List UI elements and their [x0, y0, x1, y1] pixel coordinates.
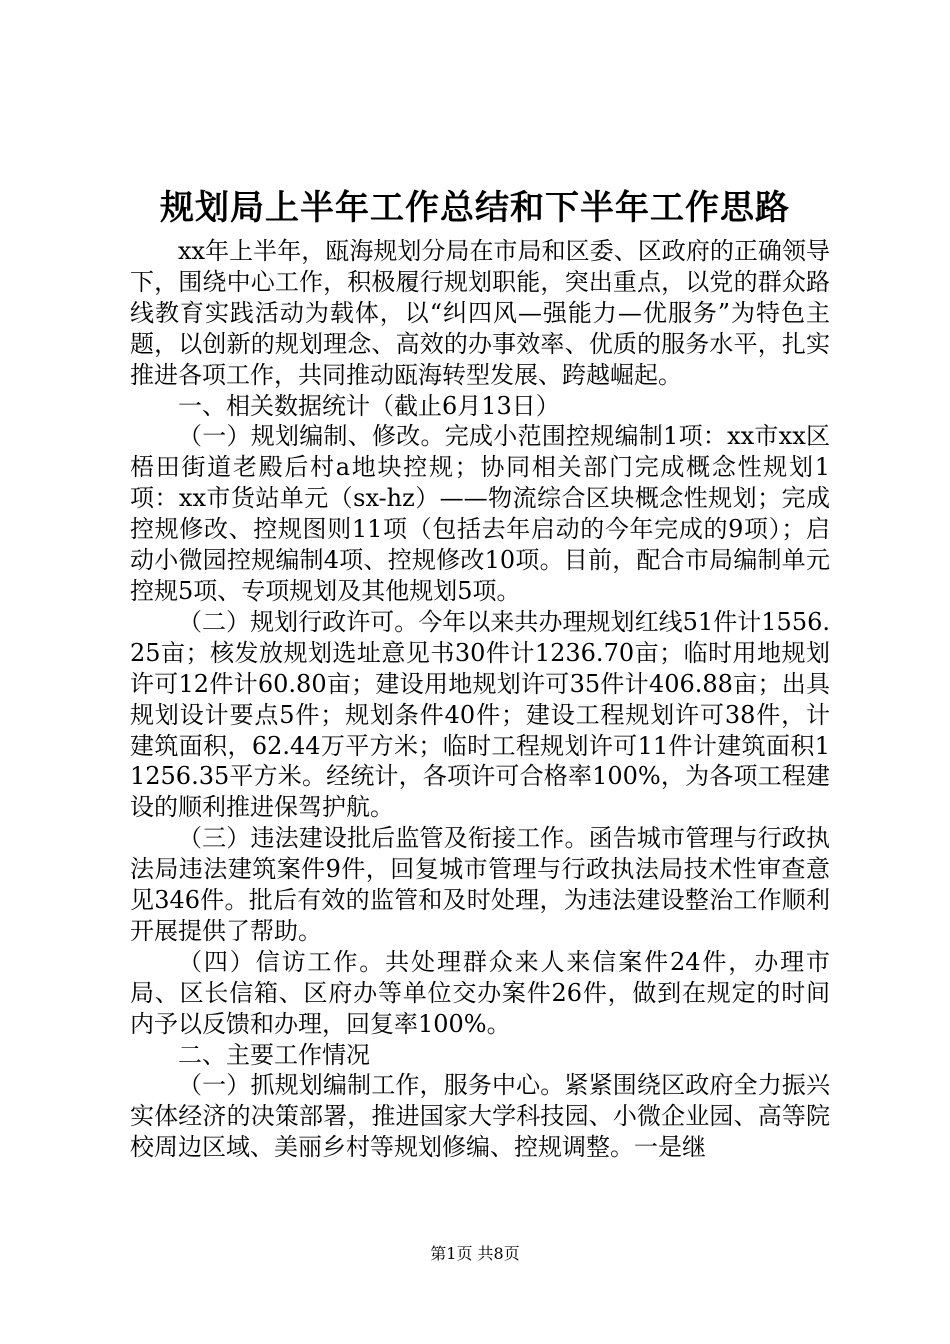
paragraph-petitions: （四）信访工作。共处理群众来人来信案件24件，办理市局、区长信箱、区府办等单位交办案件26件，做到在规定的时间内予以反馈和办理，回复率100%。	[130, 947, 830, 1038]
section-heading-statistics: 一、相关数据统计（截止6月13日）	[178, 391, 560, 420]
section-heading-main-work: 二、主要工作情况	[178, 1040, 370, 1069]
paragraph-planning-compilation: （一）规划编制、修改。完成小范围控规编制1项：xx市xx区梧田街道老殿后村a地块控规；协同相关部门完成概念性规划1项：xx市货站单元（sx-hz）——物流综合区块概念性规划；完成控规修改、控规图则11项（包括去年启动的今年完成的9项）；启动小微园控规编制4项、控规修改10项。目前，配合市局编制单元控规5项、专项规划及其他规划5项。	[130, 422, 830, 605]
document-title: 规划局上半年工作总结和下半年工作思路	[160, 188, 790, 228]
page-number-footer: 第1页 共8页	[430, 1244, 520, 1263]
paragraph-administrative-permits: （二）规划行政许可。今年以来共办理规划红线51件计1556.25亩；核发放规划选址意见书30件计1236.70亩；临时用地规划许可12件计60.80亩；建设用地规划许可35件计406.88亩；出具规划设计要点5件；规划条件40件；建设工程规划许可38件，计建筑面积，62.44万平方米；临时工程规划许可11件计建筑面积11256.35平方米。经统计，各项许可合格率100%，为各项工程建设的顺利推进保驾护航。	[130, 607, 830, 822]
paragraph-illegal-construction: （三）违法建设批后监管及衔接工作。函告城市管理与行政执法局违法建筑案件9件，回复城市管理与行政执法局技术性审查意见346件。批后有效的监管和及时处理，为违法建设整治工作顺利开展提供了帮助。	[130, 824, 830, 945]
document-body	[130, 236, 830, 1163]
paragraph-planning-work: （一）抓规划编制工作，服务中心。紧紧围绕区政府全力振兴实体经济的决策部署，推进国家大学科技园、小微企业园、高等院校周边区域、美丽乡村等规划修编、控规调整。一是继	[130, 1071, 830, 1162]
paragraph-intro: xx年上半年，瓯海规划分局在市局和区委、区政府的正确领导下，围绕中心工作，积极履行规划职能，突出重点，以党的群众路线教育实践活动为载体，以“纠四风—强能力—优服务”为特色主题，以创新的规划理念、高效的办事效率、优质的服务水平，扎实推进各项工作，共同推动瓯海转型发展、跨越崛起。	[130, 237, 830, 389]
